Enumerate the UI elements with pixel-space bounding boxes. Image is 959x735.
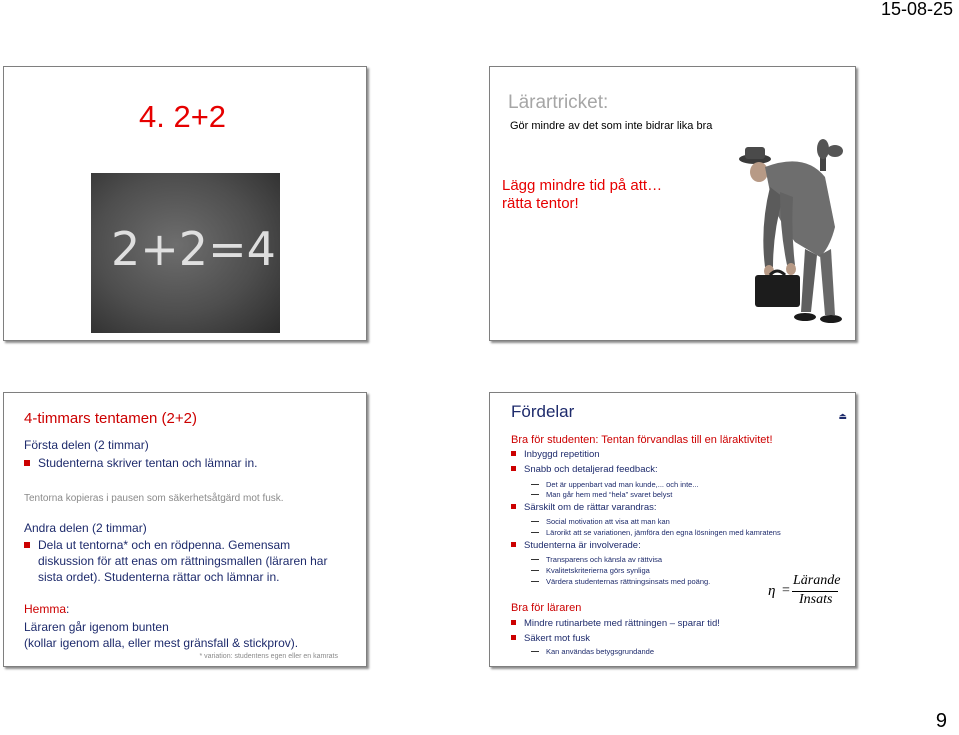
highlight-line-1: Lägg mindre tid på att… xyxy=(502,177,663,194)
page-number: 9 xyxy=(935,710,947,732)
sub-bullet: Värdera studenternas rättningsinsats med poäng. xyxy=(531,577,710,586)
sub-bullet: Lärorikt att se variationen, jämföra den egna lösningen med kamratens xyxy=(531,528,781,537)
home-line1: Läraren går igenom bunten xyxy=(24,620,169,634)
bullet-repetition: Inbyggd repetition xyxy=(511,449,600,460)
highlight-line-2: rätta tentor! xyxy=(502,195,579,212)
students-heading: Bra för studenten: Tentan förvandlas till en läraktivitet! xyxy=(511,434,773,446)
part1-heading: Första delen (2 timmar) xyxy=(24,438,149,452)
part2-heading: Andra delen (2 timmar) xyxy=(24,521,147,535)
chalk-drawing xyxy=(91,173,280,333)
formula-numerator: Lärande xyxy=(793,573,841,588)
bullet-feedback: Snabb och detaljerad feedback: xyxy=(511,464,658,475)
bullet-square-icon xyxy=(511,504,516,509)
sub-bullet: Social motivation att visa att man kan xyxy=(531,517,670,526)
part2-bullet: Dela ut tentorna* och en rödpenna. Gemensam xyxy=(24,538,290,552)
slide-1 xyxy=(3,66,367,341)
part2-line3: sista ordet). Studenterna rättar och lämnar in. xyxy=(38,570,280,584)
bullet-square-icon xyxy=(511,620,516,625)
sub-bullet: Man går hem med “hela” svaret belyst xyxy=(531,490,672,499)
slide-2-subtitle: Gör mindre av det som inte bidrar lika bra xyxy=(510,120,713,132)
slide-4 xyxy=(489,392,856,667)
bullet-square-icon xyxy=(511,451,516,456)
bullet-peer-grading: Särskilt om de rättar varandras: xyxy=(511,502,657,513)
formula-symbol: η xyxy=(768,583,776,599)
home-heading: Hemma: xyxy=(24,602,70,616)
part1-bullet: Studenterna skriver tentan och lämnar in. xyxy=(24,456,257,470)
copy-note: Tentorna kopieras i pausen som säkerhetsåtgärd mot fusk. xyxy=(24,493,284,504)
home-line2: (kollar igenom alla, eller mest gränsfall & stickprov). xyxy=(24,636,299,650)
tired-man-with-wind-up-key-image xyxy=(725,137,856,337)
sub-bullet: Kvalitetskriterierna görs synliga xyxy=(531,566,650,575)
bullet-square-icon xyxy=(511,466,516,471)
bullet-square-icon xyxy=(24,542,30,548)
footnote: * variation: studentens egen eller en kamrats xyxy=(199,653,338,660)
slide-3-title: 4-timmars tentamen (2+2) xyxy=(24,410,197,427)
formula-equals: = xyxy=(782,583,790,598)
slide-2-highlight xyxy=(502,177,662,213)
bullet-cheat-safe: Säkert mot fusk xyxy=(511,633,590,644)
sub-bullet: Kan användas betygsgrundande xyxy=(531,647,654,656)
teacher-heading: Bra för läraren xyxy=(511,602,582,614)
formula-denominator: Insats xyxy=(799,592,833,607)
eject-icon: ⏏ xyxy=(838,411,847,421)
part2-line2: diskussion för att enas om rättningsmallen (läraren har xyxy=(38,554,328,568)
slide-1-title: 4. 2+2 xyxy=(139,99,227,134)
slide-2 xyxy=(489,66,856,341)
slide-4-title: Fördelar xyxy=(511,402,575,421)
sub-bullet: Det är uppenbart vad man kunde,... och inte... xyxy=(531,480,699,489)
slide-2-title: Lärartricket: xyxy=(508,92,609,113)
bullet-square-icon xyxy=(511,635,516,640)
slide-3 xyxy=(3,392,367,667)
page-date: 15-08-25 xyxy=(880,0,953,19)
chalk-text: 2+2=4 xyxy=(111,222,276,276)
sub-bullet: Transparens och känsla av rättvisa xyxy=(531,555,662,564)
bullet-square-icon xyxy=(511,542,516,547)
bullet-involved: Studenterna är involverade: xyxy=(511,540,641,551)
bullet-square-icon xyxy=(24,460,30,466)
bullet-less-routine: Mindre rutinarbete med rättningen – sparar tid! xyxy=(511,618,720,629)
chalkboard-image xyxy=(91,173,280,333)
